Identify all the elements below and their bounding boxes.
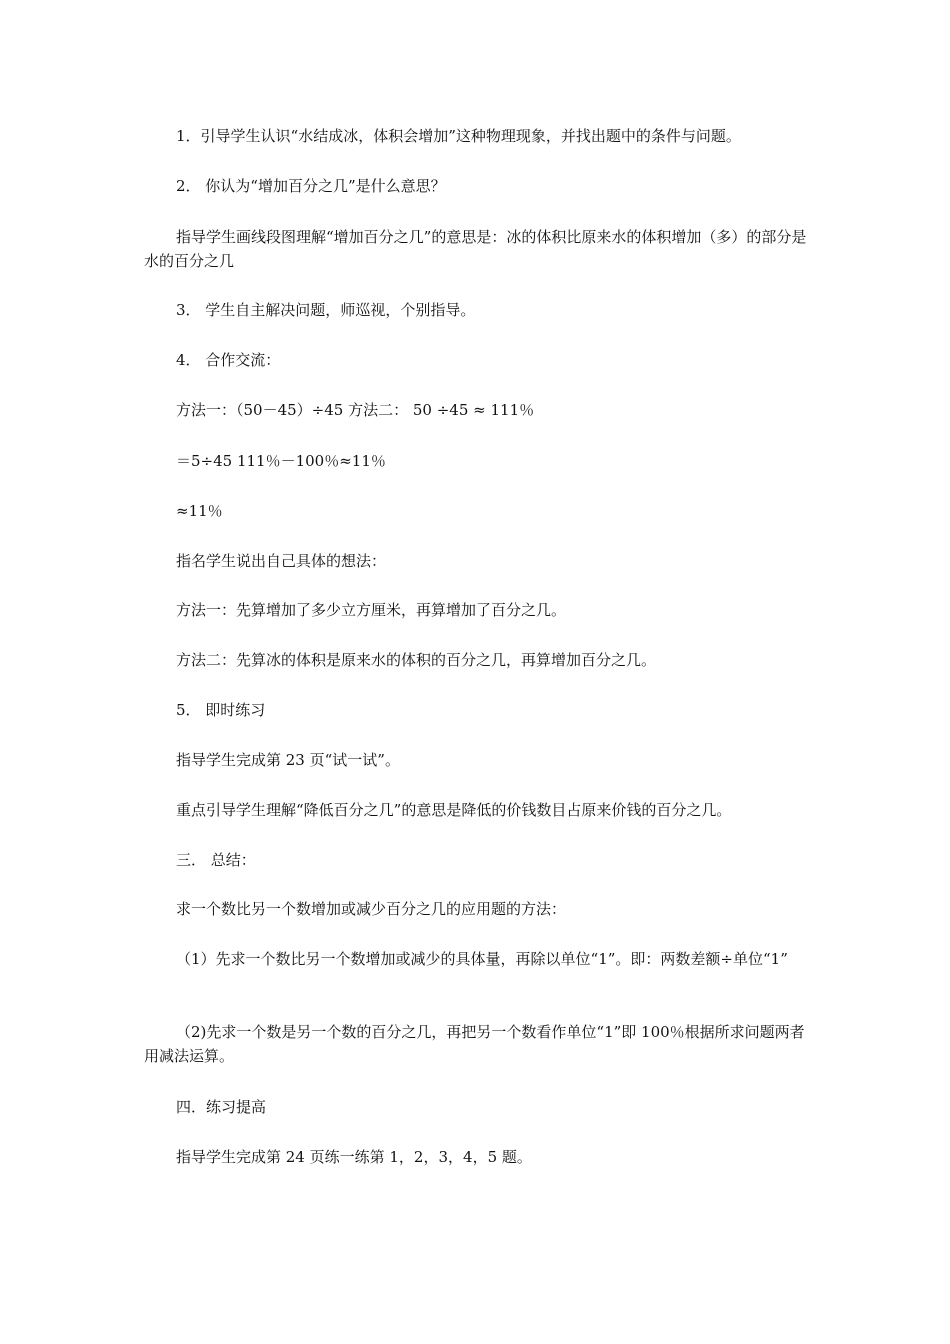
paragraph-2: 2． 你认为“增加百分之几”是什么意思？ bbox=[176, 177, 446, 195]
paragraph-12: 5． 即时练习 bbox=[176, 701, 266, 719]
paragraph-20: 指导学生完成第 24 页练一练第 1，2，3，4，5 题。 bbox=[176, 1148, 532, 1166]
paragraph-3: 指导学生画线段图理解“增加百分之几”的意思是：冰的体积比原来水的体积增加（多）的部分是水的百分之几 bbox=[144, 228, 807, 270]
paragraph-10: 方法一：先算增加了多少立方厘米，再算增加了百分之几。 bbox=[176, 601, 567, 619]
paragraph-16: 求一个数比另一个数增加或减少百分之几的应用题的方法： bbox=[176, 900, 567, 918]
paragraph-4: 3． 学生自主解决问题，师巡视，个别指导。 bbox=[176, 301, 476, 319]
paragraph-1: 1．引导学生认识“水结成冰，体积会增加”这种物理现象，并找出题中的条件与问题。 bbox=[176, 127, 741, 145]
paragraph-6: 方法一：（50－45）÷45 方法二： 50 ÷45 ≈ 111％ bbox=[176, 401, 535, 419]
paragraph-8: ≈11％ bbox=[176, 502, 223, 520]
paragraph-15: 三． 总结： bbox=[176, 851, 256, 869]
paragraph-11: 方法二：先算冰的体积是原来水的体积的百分之几，再算增加百分之几。 bbox=[176, 651, 657, 669]
paragraph-13: 指导学生完成第 23 页“试一试”。 bbox=[176, 751, 400, 769]
paragraph-18: （2)先求一个数是另一个数的百分之几，再把另一个数看作单位“1”即 100％根据所求问题两者用减法运算。 bbox=[144, 1023, 805, 1065]
paragraph-17: （1）先求一个数比另一个数增加或减少的具体量，再除以单位“1”。即：两数差额÷单位“1” bbox=[176, 950, 788, 968]
paragraph-7: ＝5÷45 111％－100％≈11％ bbox=[176, 452, 386, 470]
paragraph-14: 重点引导学生理解“降低百分之几”的意思是降低的价钱数目占原来价钱的百分之几。 bbox=[176, 801, 732, 819]
paragraph-19: 四．练习提高 bbox=[176, 1098, 267, 1116]
paragraph-5: 4． 合作交流： bbox=[176, 351, 281, 369]
paragraph-9: 指名学生说出自己具体的想法： bbox=[176, 552, 387, 570]
